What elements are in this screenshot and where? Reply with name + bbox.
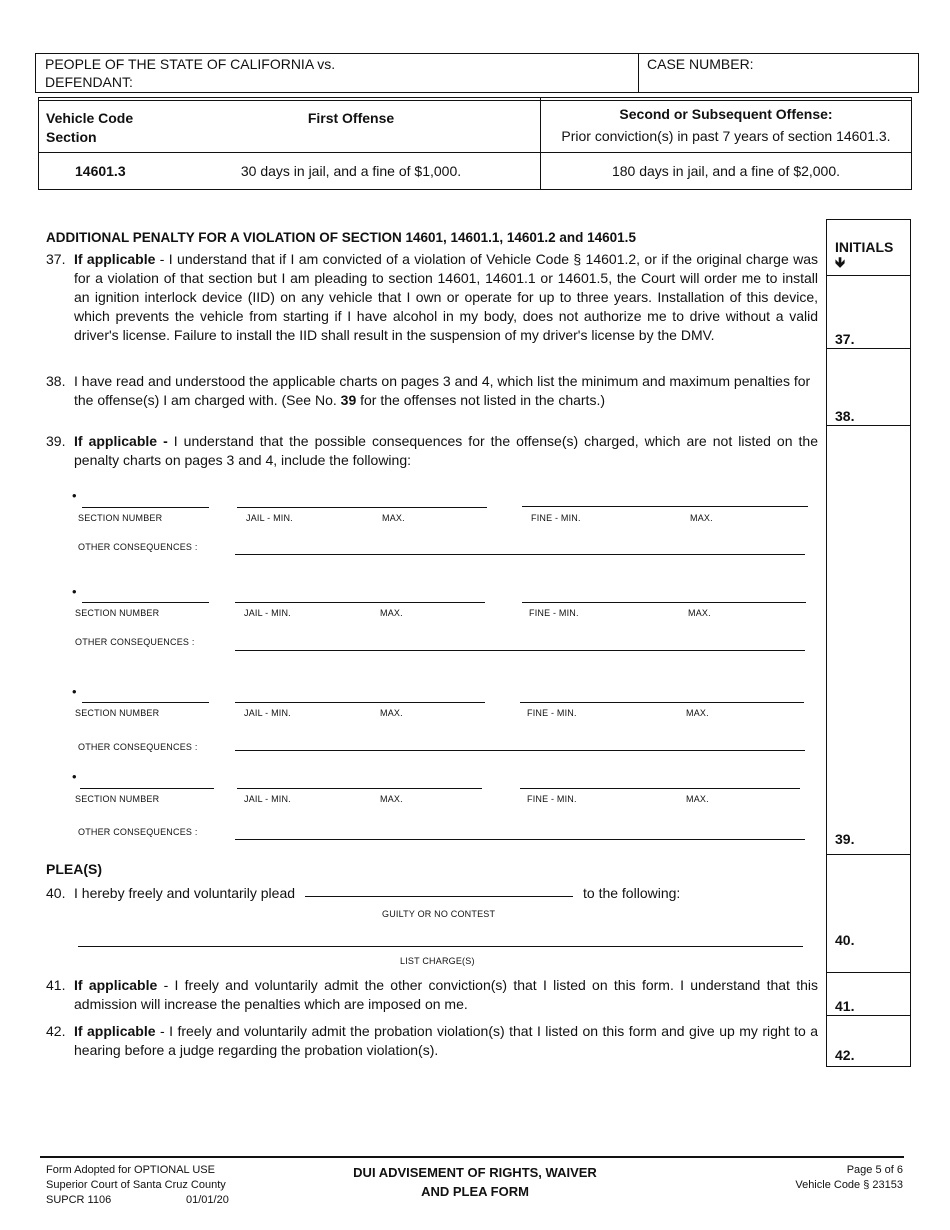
- fine-field[interactable]: [522, 602, 806, 603]
- fine-field[interactable]: [520, 788, 800, 789]
- initials-box-39[interactable]: 39.: [835, 831, 855, 847]
- item-38-text: I have read and understood the applicable charts on pages 3 and 4, which list the minimum and maximum penalties for the offense(s) I am charged with. (See No.: [74, 373, 811, 408]
- item-39: [46, 432, 818, 470]
- label-fine-min: FINE - MIN.: [527, 708, 577, 718]
- footer-page: Page 5 of 6: [846, 1164, 903, 1176]
- item-41-number: 41.: [46, 977, 66, 993]
- jail-field[interactable]: [235, 702, 485, 703]
- label-other-consequences: OTHER CONSEQUENCES :: [78, 542, 198, 552]
- footer-form-date: 01/01/20: [186, 1194, 229, 1206]
- initials-divider: [826, 854, 911, 855]
- footer-form-id: SUPCR 1106: [46, 1194, 112, 1206]
- item-41: [46, 976, 818, 1014]
- cell-subsequent-offense: 180 days in jail, and a fine of $2,000.: [611, 163, 841, 179]
- fine-field[interactable]: [520, 702, 804, 703]
- item-42-text: - I freely and voluntarily admit the probation violation(s) that I listed on this form and give up my right to a hearing before a judge regarding the probation violation(s).: [74, 1023, 818, 1058]
- initials-header: INITIALS: [835, 239, 894, 255]
- item-38-ref: 39: [340, 392, 357, 408]
- label-fine-min: FINE - MIN.: [529, 608, 579, 618]
- footer-left-line2: Superior Court of Santa Cruz County: [46, 1179, 226, 1191]
- section-number-field[interactable]: [82, 702, 209, 703]
- label-section-number: SECTION NUMBER: [75, 708, 160, 718]
- cell-first-offense: 30 days in jail, and a fine of $1,000.: [240, 163, 462, 179]
- jail-field[interactable]: [237, 507, 487, 508]
- initials-divider: [826, 275, 911, 276]
- label-guilty-or-no-contest: GUILTY OR NO CONTEST: [382, 909, 496, 919]
- bullet: •: [72, 488, 77, 503]
- item-42-number: 42.: [46, 1023, 66, 1039]
- item-37-text: - I understand that if I am convicted of a violation of Vehicle Code § 14601.2, or if the original charge was for a violation of that section but I am pleading to section 14601, 14601.1 or 14601.5, the Court will order me to install an ignition interlock device (IID) on any vehicle that I own or operate for up to three years. Installation of this device, which prevents the vehicle from starting if I have alcohol in my body, does not authorize me to drive without a valid driver's license. Failure to install the IID shall result in the suspension of my driver's license by the DMV.: [74, 251, 818, 343]
- label-fine-max: MAX.: [686, 794, 709, 804]
- label-other-consequences: OTHER CONSEQUENCES :: [75, 637, 195, 647]
- label-fine-min: FINE - MIN.: [531, 513, 581, 523]
- col-header-section-1: Vehicle Code: [46, 110, 134, 126]
- fine-field[interactable]: [522, 506, 808, 507]
- item-38-number: 38.: [46, 373, 66, 389]
- col-header-first-offense: First Offense: [307, 110, 395, 126]
- label-list-charges: LIST CHARGE(S): [400, 956, 475, 966]
- label-section-number: SECTION NUMBER: [75, 794, 160, 804]
- initials-box-37[interactable]: 37.: [835, 331, 855, 347]
- initials-box-42[interactable]: 42.: [835, 1047, 855, 1063]
- bullet: •: [72, 769, 77, 784]
- footer-code: Vehicle Code § 23153: [795, 1179, 903, 1191]
- label-jail-max: MAX.: [380, 608, 403, 618]
- item-40-number: 40.: [46, 885, 66, 901]
- initials-box-38[interactable]: 38.: [835, 408, 855, 424]
- label-jail-min: JAIL - MIN.: [244, 794, 291, 804]
- item-39-lead: If applicable -: [74, 433, 168, 449]
- initials-divider: [826, 972, 911, 973]
- label-other-consequences: OTHER CONSEQUENCES :: [78, 742, 198, 752]
- item-42-lead: If applicable: [74, 1023, 156, 1039]
- label-fine-min: FINE - MIN.: [527, 794, 577, 804]
- jail-field[interactable]: [237, 788, 482, 789]
- label-jail-min: JAIL - MIN.: [244, 608, 291, 618]
- item-38-text-after: for the offenses not listed in the charts.): [356, 392, 606, 408]
- label-jail-max: MAX.: [380, 794, 403, 804]
- item-42: [46, 1022, 818, 1060]
- section-number-field[interactable]: [82, 507, 209, 508]
- footer-rule: [40, 1156, 904, 1158]
- penalty-table-double-top: [38, 100, 912, 101]
- col-header-subsequent-1: Second or Subsequent Offense:: [619, 106, 833, 122]
- item-41-lead: If applicable: [74, 977, 158, 993]
- label-fine-max: MAX.: [686, 708, 709, 718]
- label-jail-min: JAIL - MIN.: [246, 513, 293, 523]
- label-other-consequences: OTHER CONSEQUENCES :: [78, 827, 198, 837]
- other-consequences-field[interactable]: [235, 650, 805, 651]
- plea-heading: PLEA(S): [46, 861, 102, 877]
- item-38: [46, 372, 818, 410]
- label-jail-min: JAIL - MIN.: [244, 708, 291, 718]
- plea-field[interactable]: [305, 896, 573, 897]
- item-40-text: I hereby freely and voluntarily plead: [74, 885, 296, 901]
- item-39-number: 39.: [46, 433, 66, 449]
- item-37-number: 37.: [46, 251, 66, 267]
- penalty-table-header-divider: [38, 152, 912, 153]
- footer-title-line1: DUI ADVISEMENT OF RIGHTS, WAIVER: [353, 1165, 597, 1180]
- other-consequences-field[interactable]: [235, 554, 805, 555]
- col-header-section-2: Section: [46, 129, 97, 145]
- label-jail-max: MAX.: [380, 708, 403, 718]
- arrow-down-icon: 🡻: [835, 254, 846, 270]
- label-section-number: SECTION NUMBER: [78, 513, 163, 523]
- label-section-number: SECTION NUMBER: [75, 608, 160, 618]
- case-number-label: CASE NUMBER:: [647, 56, 754, 72]
- caption-divider: [638, 53, 639, 93]
- item-40-text-after: to the following:: [583, 885, 681, 901]
- cell-section: 14601.3: [75, 163, 126, 179]
- other-consequences-field[interactable]: [235, 839, 805, 840]
- section-number-field[interactable]: [80, 788, 214, 789]
- label-jail-max: MAX.: [382, 513, 405, 523]
- bullet: •: [72, 584, 77, 599]
- item-41-text: - I freely and voluntarily admit the other conviction(s) that I listed on this form. I understand that this admission will increase the penalties which are imposed on me.: [74, 977, 818, 1012]
- item-37: [46, 250, 818, 345]
- initials-box-40[interactable]: 40.: [835, 932, 855, 948]
- charges-field[interactable]: [78, 946, 803, 947]
- caption-line1: PEOPLE OF THE STATE OF CALIFORNIA vs.: [45, 56, 336, 72]
- section-number-field[interactable]: [82, 602, 209, 603]
- caption-line2: DEFENDANT:: [45, 74, 133, 90]
- item-37-lead: If applicable: [74, 251, 156, 267]
- bullet: •: [72, 684, 77, 699]
- col-header-subsequent-2: Prior conviction(s) in past 7 years of section 14601.3.: [561, 128, 891, 144]
- additional-penalty-heading: ADDITIONAL PENALTY FOR A VIOLATION OF SECTION 14601, 14601.1, 14601.2 and 14601.5: [46, 230, 636, 245]
- other-consequences-field[interactable]: [235, 750, 805, 751]
- initials-box-41[interactable]: 41.: [835, 998, 855, 1014]
- jail-field[interactable]: [235, 602, 485, 603]
- footer-left-line1: Form Adopted for OPTIONAL USE: [46, 1164, 215, 1176]
- label-fine-max: MAX.: [688, 608, 711, 618]
- label-fine-max: MAX.: [690, 513, 713, 523]
- item-39-text: I understand that the possible consequences for the offense(s) charged, which are not listed on the penalty charts on pages 3 and 4, include the following:: [74, 433, 818, 468]
- footer-title-line2: AND PLEA FORM: [421, 1184, 529, 1199]
